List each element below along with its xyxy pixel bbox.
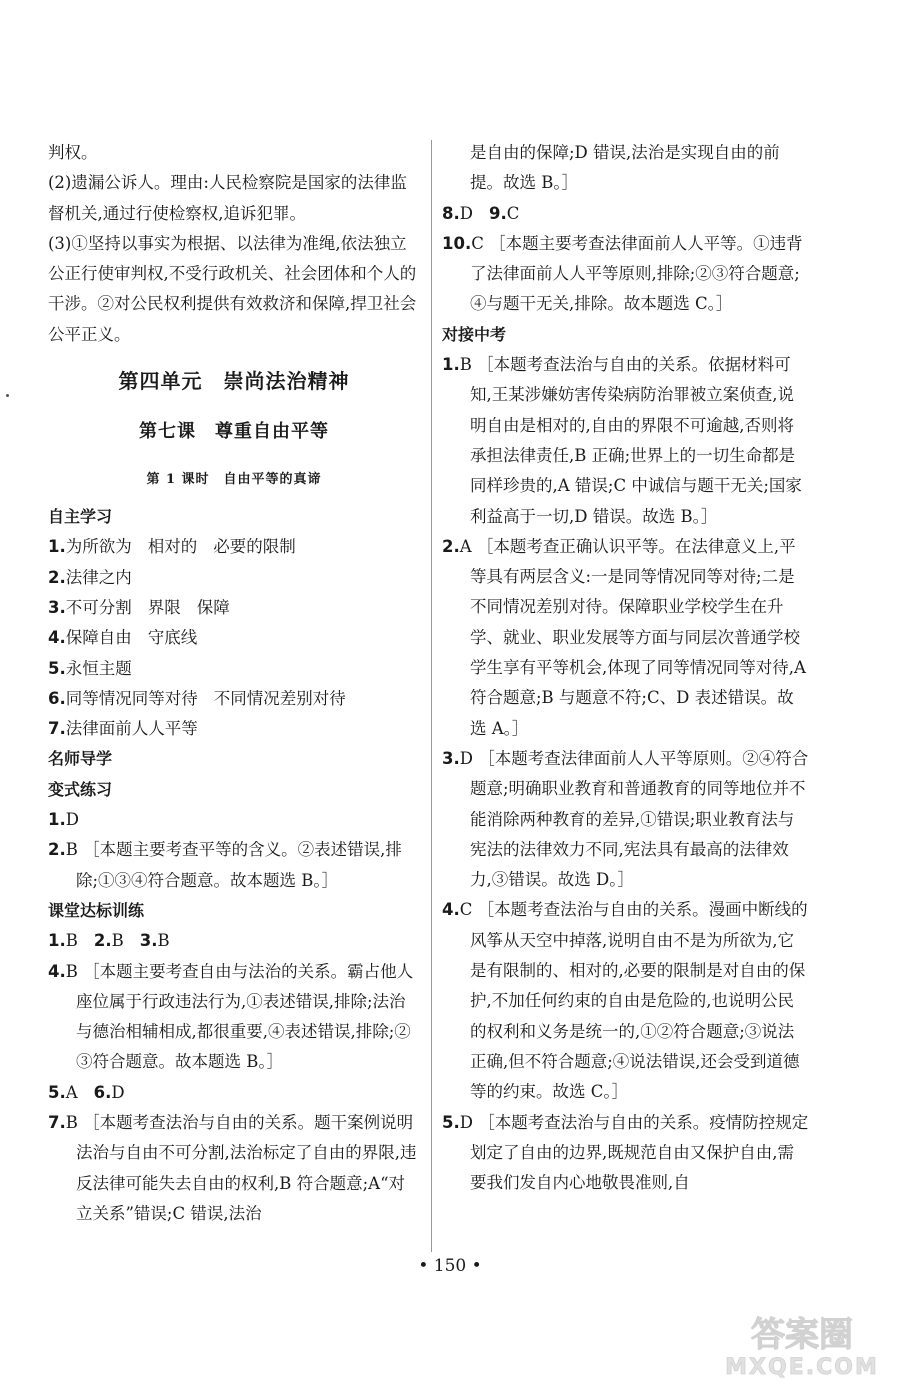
item-number: 3. <box>442 748 460 768</box>
watermark-logo <box>715 1310 890 1380</box>
lesson-title: 第七课 尊重自由平等 <box>139 421 329 443</box>
answer-explanation: C ［本题考查法治与自由的关系。漫画中断线的风筝从天空中掉落,说明自由不是为所欲为,它是有限制的、相对的,必要的限制是对自由的保护,不加任何约束的自由是危险的,也说明公民的权利和义务是统一的,①②符合题意;③说法正确,但不符合题意;④说法错误,还会受到道德等的约束。故选 C。］ <box>459 900 808 1102</box>
unit-title: 第四单元 崇尚法治精神 <box>118 369 350 394</box>
answer-blank: 守底线 <box>147 628 198 648</box>
answer-blank: D <box>65 810 79 830</box>
section-heading: 变式练习 <box>48 779 113 799</box>
answer-explanation: A ［本题考查正确认识平等。在法律意义上,平等具有两层含义:一是同等情况同等对待;二是不同情况差别对待。保障职业学校学生在升学、就业、职业发展等方面与同层次普通学校学生享有平等机会,体现了同等情况同等对待,A 符合题意;B 与题意不符;C、D 表述错误。故选 A。］ <box>459 536 806 738</box>
answer-item <box>48 623 420 653</box>
item-number: 4. <box>48 628 66 648</box>
answer-item <box>48 563 420 593</box>
answer-item <box>442 229 810 320</box>
answer-blank: D <box>459 203 473 223</box>
answer-text: (2)遗漏公诉人。理由:人民检察院是国家的法律监督机关,通过行使检察权,追诉犯罪。 <box>48 173 407 223</box>
item-number: 1. <box>48 931 66 951</box>
answer-blank: 为所欲为 <box>65 537 132 557</box>
answer-explanation: B ［本题考查法治与自由的关系。题干案例说明法治与自由不可分割,法治标定了自由的界限,违反法律可能失去自由的权利,B 符合题意;A“对立关系”错误;C 错误,法治 <box>65 1113 417 1223</box>
watermark-line2: MXQE.COM <box>725 1355 879 1380</box>
answer-text: (3)①坚持以事实为根据、以法律为准绳,依法独立公正行使审判权,不受行政机关、社会团体和个人的干涉。②对公民权利提供有效救济和保障,捍卫社会公平正义。 <box>48 233 417 344</box>
answer-item <box>48 835 420 896</box>
answer-item <box>48 654 420 684</box>
answer-blank: 同等情况同等对待 <box>65 688 198 708</box>
answer-blank: 界限 <box>147 597 181 617</box>
period-title: 第 1 课时 自由平等的真谛 <box>146 472 322 488</box>
answer-item <box>48 805 420 835</box>
watermark-line1: 答案圈 <box>751 1315 853 1355</box>
answer-item <box>442 532 810 744</box>
item-number: 8. <box>442 203 460 223</box>
item-number: 9. <box>488 203 507 223</box>
answer-explanation: C ［本题主要考查法律面前人人平等。①违背了法律面前人人平等原则,排除;②③符合题意;④与题干无关,排除。故本题选 C。］ <box>470 233 803 314</box>
margin-dot <box>6 394 9 397</box>
item-number: 5. <box>442 1112 460 1132</box>
item-number: 2. <box>48 567 66 587</box>
answer-item <box>48 926 420 956</box>
item-number: 7. <box>48 1113 66 1133</box>
answer-blank: B <box>65 931 78 951</box>
answer-item <box>48 714 420 744</box>
item-number: 2. <box>93 931 112 951</box>
section-heading: 名师导学 <box>48 749 113 769</box>
answer-item <box>48 684 420 714</box>
page-number: • 150 • <box>418 1256 482 1276</box>
item-number: 7. <box>48 719 66 739</box>
answer-explanation: D ［本题考查法治与自由的关系。疫情防控规定划定了自由的边界,既规范自由又保护自由,需要我们发自内心地敬畏准则,自 <box>459 1112 809 1193</box>
item-number: 1. <box>48 810 66 830</box>
answer-blank: 不可分割 <box>65 597 132 617</box>
answer-continuation: 是自由的保障;D 错误,法治是实现自由的前提。故选 B。］ <box>470 143 780 193</box>
answer-explanation: B ［本题主要考查自由与法治的关系。霸占他人座位属于行政违法行为,①表述错误,排除;法治与德治相辅相成,都很重要,④表述错误,排除;②③符合题意。故本题选 B。］ <box>65 961 414 1072</box>
item-number: 6. <box>48 688 66 708</box>
column-divider <box>431 140 432 1252</box>
answer-blank: 保障自由 <box>65 628 132 648</box>
answer-blank: 法律之内 <box>65 567 132 587</box>
answer-blank: A <box>65 1082 78 1102</box>
answer-item <box>48 593 420 623</box>
answer-item <box>442 1108 810 1199</box>
answer-blank: C <box>506 203 520 223</box>
answer-text: 判权。 <box>48 143 98 162</box>
answer-blank: 永恒主题 <box>65 658 132 678</box>
answer-explanation: B ［本题考查法治与自由的关系。依据材料可知,王某涉嫌妨害传染病防治罪被立案侦查,说明自由是相对的,自由的界限不可逾越,否则将承担法律责任,B 正确;世界上的一切生命都是同样珍贵的,A 错误;C 中诚信与题干无关;国家利益高于一切,D 错误。故选 B。］ <box>459 355 802 526</box>
item-number: 4. <box>442 900 460 920</box>
answer-blank: D <box>111 1082 125 1102</box>
item-number: 1. <box>442 355 460 375</box>
item-number: 6. <box>93 1082 112 1102</box>
answer-item <box>48 957 420 1078</box>
answer-item <box>48 1108 420 1229</box>
item-number: 5. <box>48 1082 66 1102</box>
answer-item <box>48 1078 420 1108</box>
item-number: 2. <box>442 536 460 556</box>
section-heading: 自主学习 <box>48 507 113 527</box>
section-heading: 对接中考 <box>442 324 507 344</box>
answer-item <box>442 350 810 532</box>
answer-item <box>442 744 810 895</box>
answer-item <box>442 199 810 229</box>
answer-blank: 法律面前人人平等 <box>65 719 198 739</box>
item-number: 5. <box>48 658 66 678</box>
answer-blank: 必要的限制 <box>213 537 296 557</box>
answer-item <box>442 895 810 1107</box>
item-number: 1. <box>48 537 66 557</box>
right-column <box>442 138 810 1198</box>
answer-blank: 不同情况差别对待 <box>213 688 346 708</box>
section-heading: 课堂达标训练 <box>48 900 145 920</box>
answer-blank: 保障 <box>196 597 230 617</box>
left-column <box>48 138 420 1229</box>
answer-blank: 相对的 <box>147 537 198 557</box>
item-number: 3. <box>48 597 66 617</box>
answer-explanation: B ［本题主要考查平等的含义。②表述错误,排除;①③④符合题意。故本题选 B。］ <box>65 840 402 890</box>
item-number: 4. <box>48 961 66 981</box>
item-number: 10. <box>442 233 472 253</box>
item-number: 2. <box>48 840 66 860</box>
answer-blank: B <box>111 931 124 951</box>
item-number: 3. <box>139 931 158 951</box>
answer-blank: B <box>157 931 170 951</box>
answer-explanation: D ［本题考查法律面前人人平等原则。②④符合题意;明确职业教育和普通教育的同等地位并不能消除两种教育的差异,①错误;职业教育法与宪法的法律效力不同,宪法具有最高的法律效力,③错误。故选 D。］ <box>459 748 809 890</box>
answer-item <box>48 532 420 562</box>
